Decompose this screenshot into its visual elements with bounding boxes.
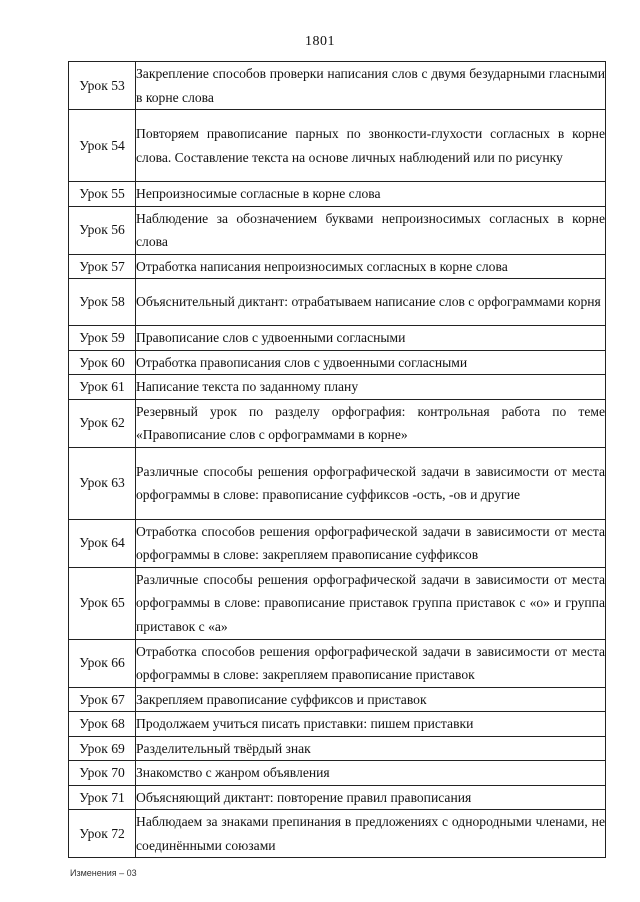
lesson-number: Урок 69 bbox=[69, 736, 136, 761]
lesson-number: Урок 57 bbox=[69, 254, 136, 279]
lesson-topic: Отработка способов решения орфографической задачи в зависимости от места орфограммы в слове: закрепляем правописание приставок bbox=[136, 639, 606, 687]
table-row bbox=[69, 519, 606, 567]
lesson-topic: Закрепляем правописание суффиксов и приставок bbox=[136, 687, 606, 712]
lesson-number: Урок 60 bbox=[69, 350, 136, 375]
table-row bbox=[69, 279, 606, 326]
table-row bbox=[69, 687, 606, 712]
lesson-number: Урок 63 bbox=[69, 447, 136, 519]
table-row bbox=[69, 182, 606, 207]
lesson-topic: Резервный урок по разделу орфография: контрольная работа по теме «Правописание слов с орфограммами в корне» bbox=[136, 399, 606, 447]
lesson-topic: Повторяем правописание парных по звонкости-глухости согласных в корне слова. Составление текста на основе личных наблюдений или по рисунку bbox=[136, 110, 606, 182]
table-row bbox=[69, 254, 606, 279]
lesson-topic: Продолжаем учиться писать приставки: пишем приставки bbox=[136, 712, 606, 737]
lesson-plan-table bbox=[68, 61, 606, 858]
table-row bbox=[69, 350, 606, 375]
table-row bbox=[69, 712, 606, 737]
lesson-number: Урок 65 bbox=[69, 567, 136, 639]
lesson-number: Урок 71 bbox=[69, 785, 136, 810]
lesson-number: Урок 55 bbox=[69, 182, 136, 207]
lesson-number: Урок 66 bbox=[69, 639, 136, 687]
table-row bbox=[69, 567, 606, 639]
lesson-topic: Отработка написания непроизносимых согласных в корне слова bbox=[136, 254, 606, 279]
table-row bbox=[69, 639, 606, 687]
table-row bbox=[69, 761, 606, 786]
table-row bbox=[69, 110, 606, 182]
lesson-number: Урок 64 bbox=[69, 519, 136, 567]
footer-note: Изменения – 03 bbox=[70, 868, 137, 878]
lesson-number: Урок 53 bbox=[69, 62, 136, 110]
lesson-topic: Наблюдаем за знаками препинания в предложениях с однородными членами, не соединёнными союзами bbox=[136, 810, 606, 858]
lesson-number: Урок 61 bbox=[69, 375, 136, 400]
lesson-number: Урок 59 bbox=[69, 326, 136, 351]
lesson-number: Урок 58 bbox=[69, 279, 136, 326]
lesson-topic: Различные способы решения орфографической задачи в зависимости от места орфограммы в слове: правописание суффиксов -ость, -ов и другие bbox=[136, 447, 606, 519]
lesson-topic: Закрепление способов проверки написания слов с двумя безударными гласными в корне слова bbox=[136, 62, 606, 110]
lesson-topic: Правописание слов с удвоенными согласными bbox=[136, 326, 606, 351]
lesson-number: Урок 62 bbox=[69, 399, 136, 447]
lesson-number: Урок 68 bbox=[69, 712, 136, 737]
lesson-number: Урок 72 bbox=[69, 810, 136, 858]
lesson-topic: Отработка правописания слов с удвоенными согласными bbox=[136, 350, 606, 375]
lesson-topic: Объясняющий диктант: повторение правил правописания bbox=[136, 785, 606, 810]
lesson-topic: Различные способы решения орфографической задачи в зависимости от места орфограммы в слове: правописание приставок группа приставок с «о» и группа приставок с «а» bbox=[136, 567, 606, 639]
lesson-topic: Отработка способов решения орфографической задачи в зависимости от места орфограммы в слове: закрепляем правописание суффиксов bbox=[136, 519, 606, 567]
lesson-number: Урок 67 bbox=[69, 687, 136, 712]
lesson-number: Урок 56 bbox=[69, 206, 136, 254]
lesson-topic: Знакомство с жанром объявления bbox=[136, 761, 606, 786]
lesson-topic: Объяснительный диктант: отрабатываем написание слов с орфограммами корня bbox=[136, 279, 606, 326]
lesson-topic: Написание текста по заданному плану bbox=[136, 375, 606, 400]
table-row bbox=[69, 447, 606, 519]
lesson-topic: Непроизносимые согласные в корне слова bbox=[136, 182, 606, 207]
table-row bbox=[69, 206, 606, 254]
lesson-number: Урок 54 bbox=[69, 110, 136, 182]
table-row bbox=[69, 399, 606, 447]
table-row bbox=[69, 62, 606, 110]
table-row bbox=[69, 326, 606, 351]
table-row bbox=[69, 785, 606, 810]
table-row bbox=[69, 810, 606, 858]
lesson-number: Урок 70 bbox=[69, 761, 136, 786]
lesson-topic: Наблюдение за обозначением буквами непроизносимых согласных в корне слова bbox=[136, 206, 606, 254]
table-row bbox=[69, 736, 606, 761]
page-number: 1801 bbox=[305, 34, 335, 49]
table-row bbox=[69, 375, 606, 400]
lesson-topic: Разделительный твёрдый знак bbox=[136, 736, 606, 761]
